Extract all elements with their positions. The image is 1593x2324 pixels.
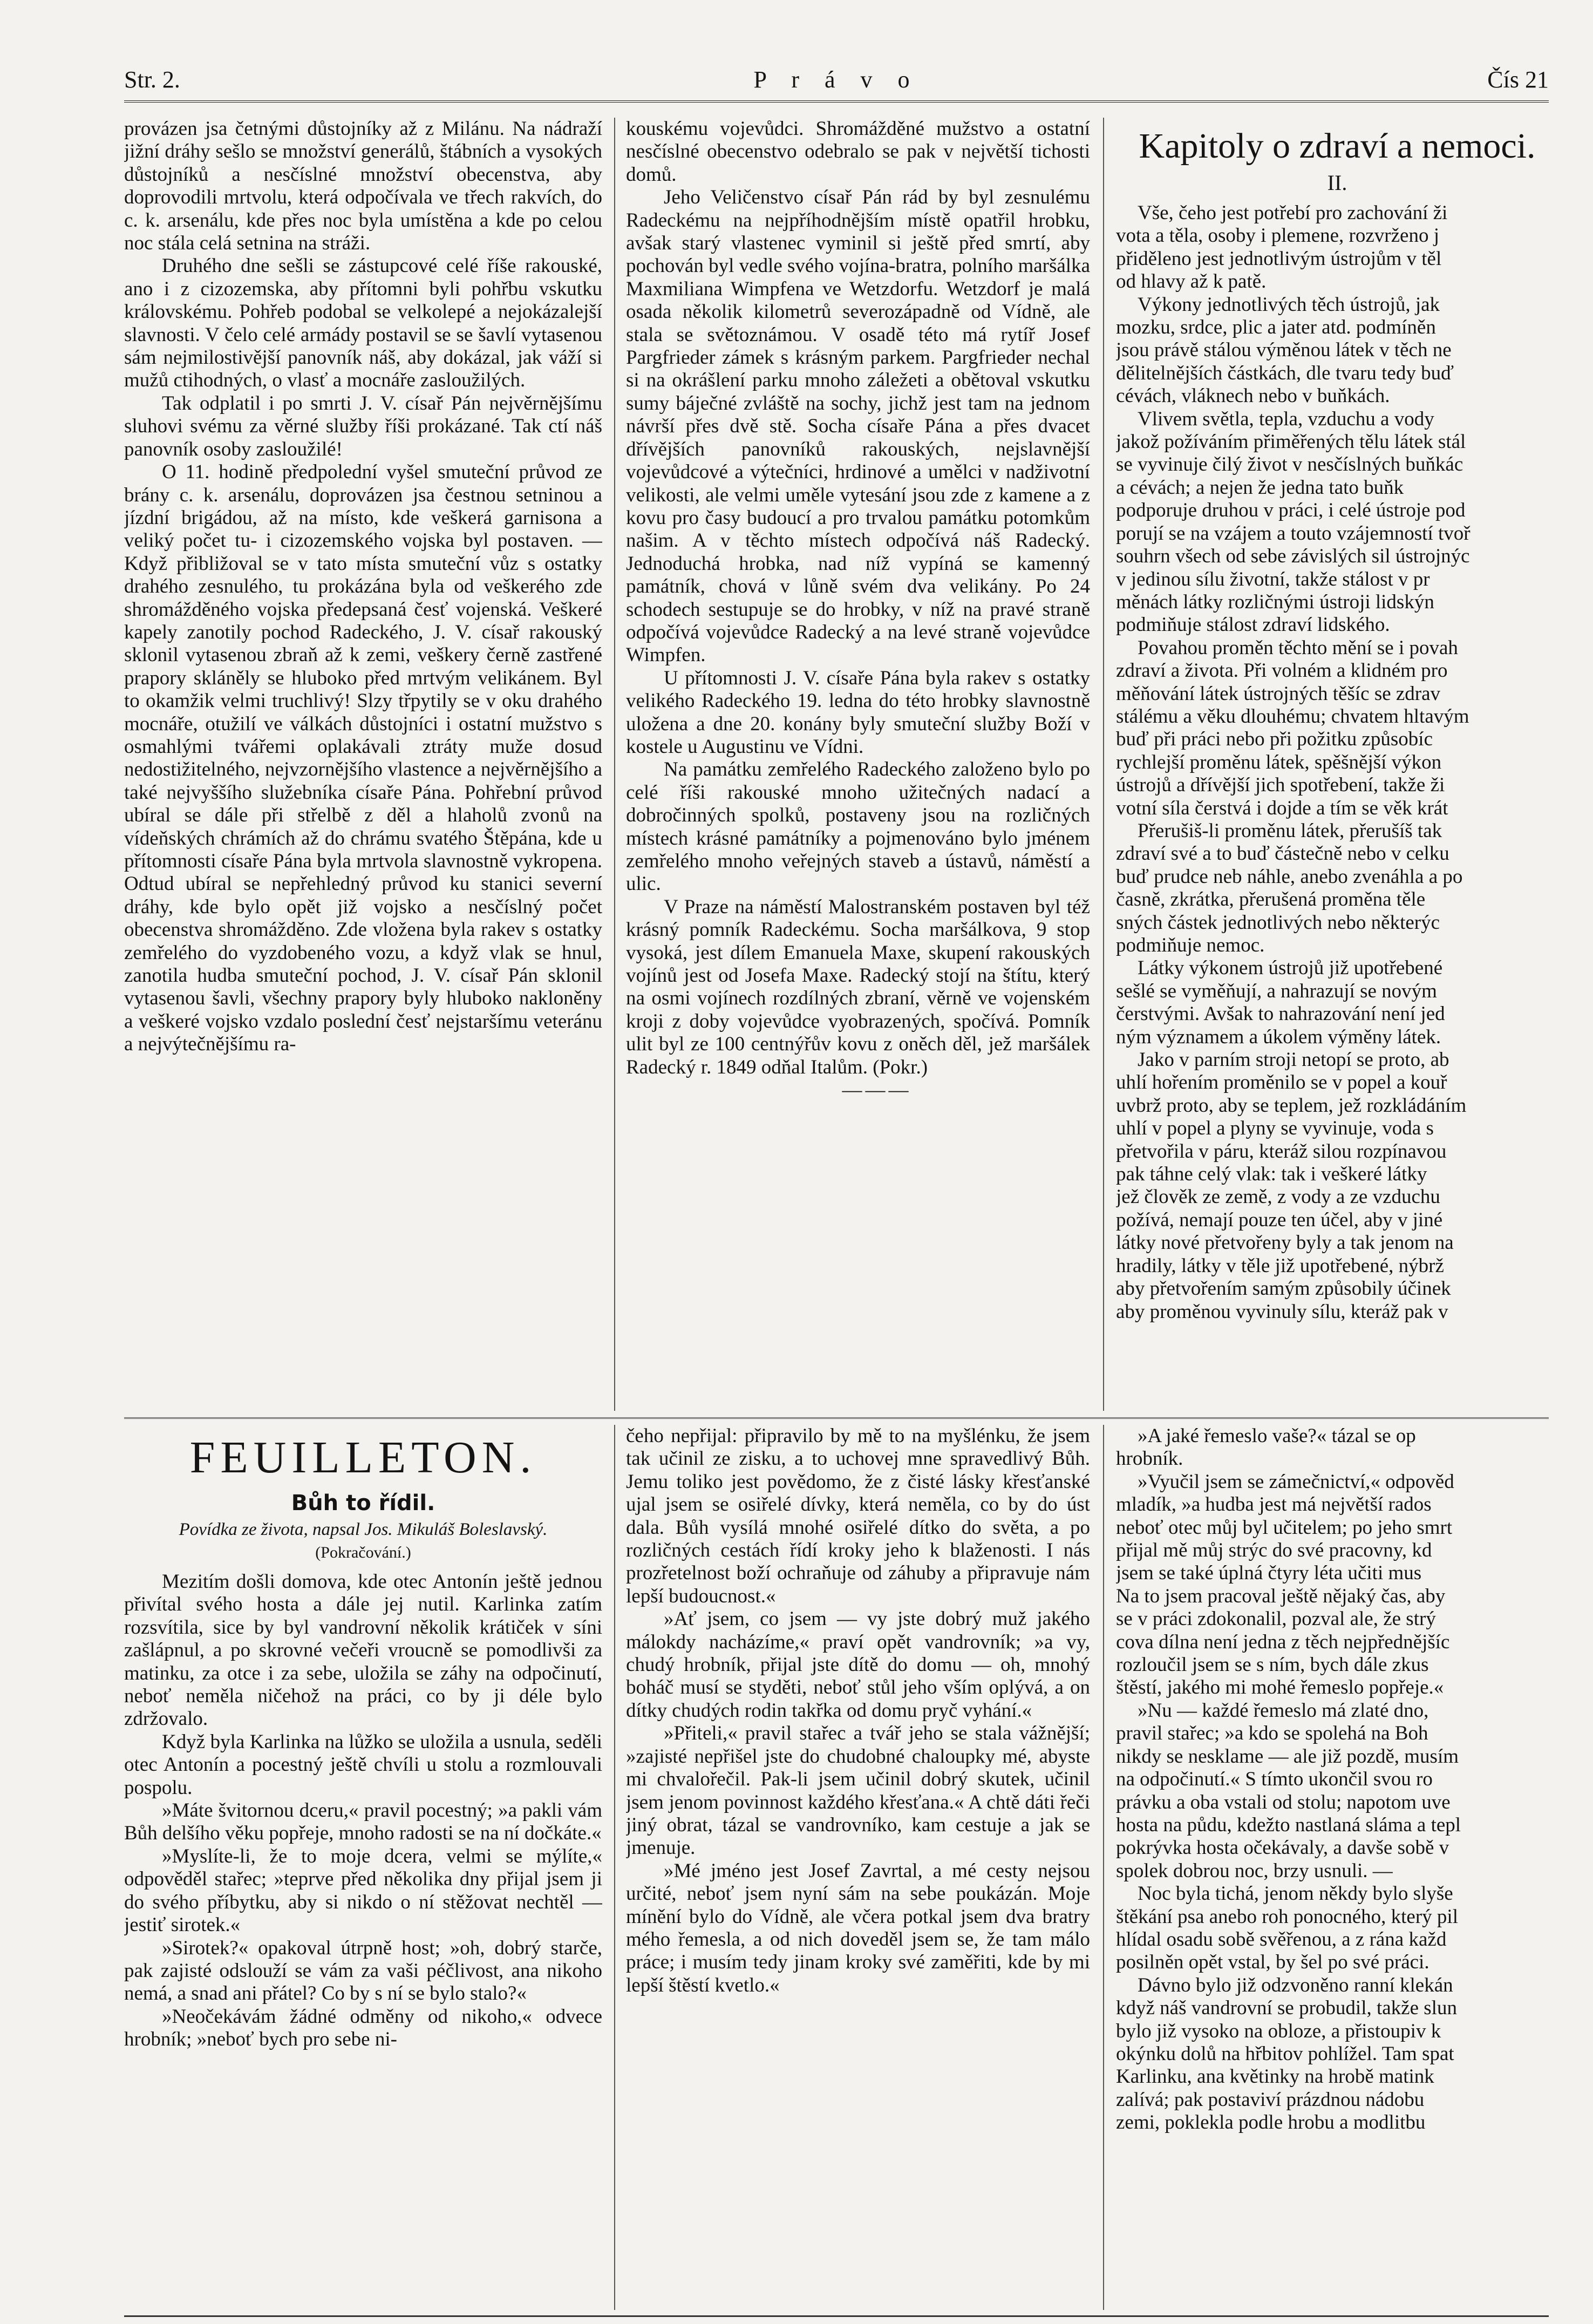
text-line: pokrývka hosta očekávaly, a davše sobě v bbox=[1116, 1837, 1449, 1859]
text-line: Výkony jednotlivých těch ústrojů, jak bbox=[1138, 293, 1440, 316]
text-line: votní síla čerstvá i dojde a tím se věk krát bbox=[1116, 797, 1448, 819]
text-line: měňování látek ústrojných těšíc se zdrav bbox=[1116, 682, 1441, 705]
text-line: »A jaké řemeslo vaše?« tázal se op bbox=[1138, 1425, 1416, 1447]
paragraph: Na památku zemřelého Radeckého založeno bylo po celé říši rakouské mnoho užitečných nadací a dobročinných spolků, postaveny jsou na rozličných místech krásné památníky a pojmenováno bylo jménem zemřelého mnoho veřejných staveb a ústavů, náměstí a ulic. bbox=[626, 758, 1090, 895]
text-line: hlídal osadu sobě svěřenou, a z rána každ bbox=[1116, 1928, 1447, 1951]
text-line: Povahou proměn těchto mění se i povah bbox=[1138, 636, 1458, 659]
text-line: hosta na půdu, kdežto nastlaná sláma a tepl bbox=[1116, 1813, 1461, 1836]
article-heading: Kapitoly o zdraví a nemoci. bbox=[1139, 126, 1536, 166]
text-line: Vše, čeho jest potřebí pro zachování ži bbox=[1138, 202, 1448, 224]
text-line: když náš vandrovní se probudil, takže slun bbox=[1116, 1997, 1457, 2020]
column-divider bbox=[614, 1425, 615, 2310]
text-line: neboť otec můj byl učitelem; po jeho smrt bbox=[1116, 1516, 1453, 1539]
text-line: čerstvými. Avšak to nahrazování není jed bbox=[1116, 1003, 1445, 1025]
text-line: mozku, srdce, plic a jater atd. podmíněn bbox=[1116, 316, 1436, 339]
health-article-column bbox=[1116, 118, 1558, 1411]
text-line: podmiňuje stálost zdraví lidského. bbox=[1116, 614, 1390, 636]
paragraph: »Máte švitornou dceru,« pravil pocestný; »a pakli vám Bůh delšího věku popřeje, mnoho radosti se na ní dočkáte.« bbox=[124, 1799, 602, 1845]
text-line: hrobník. bbox=[1116, 1448, 1183, 1470]
text-line: uhlí v popel a plyny se vyvinuje, voda s bbox=[1116, 1117, 1434, 1140]
paragraph: »Neočekávám žádné odměny od nikoho,« odvece hrobník; »neboť bych pro sebe ni- bbox=[124, 2005, 602, 2051]
text-line: vota a těla, osoby i plemene, rozvrženo j bbox=[1116, 225, 1439, 247]
text-line: aby přetvořením samým způsobily účinek bbox=[1116, 1277, 1451, 1300]
text-line: jsou právě stálou výměnou látek v těch ne bbox=[1116, 339, 1452, 362]
text-line: bylo již vysoko na obloze, a přistoupiv k bbox=[1116, 2020, 1441, 2042]
text-line: souhrn všech od sebe závislých sil ústrojnýc bbox=[1116, 545, 1470, 568]
section-divider bbox=[124, 1417, 1549, 1419]
text-line: uhlí hořením proměnilo se v popel a kouř bbox=[1116, 1071, 1447, 1094]
text-line: přijal mě můj strýc do své pracovny, kd bbox=[1116, 1539, 1432, 1562]
issue-number: Čís 21 bbox=[1487, 66, 1549, 93]
feuilleton-column-2 bbox=[626, 1425, 1090, 2310]
text-line: cova dílna není jedna z těch nejpřednějšíc bbox=[1116, 1630, 1450, 1653]
paragraph: »Mé jméno jest Josef Zavrtal, a mé cesty nejsou určité, neboť jsem nyní sám na sebe poukázán. Moje mínění bylo do Vídně, ale včera potkal jsem dva bratry mého řemesla, a od nich doveděl jsem se, že tam málo práce; i musím tedy jinam kroky své zaměřiti, kde by mi lepší štěstí kvetlo.« bbox=[626, 1859, 1090, 1996]
feuilleton-lines bbox=[1116, 1425, 1558, 2135]
paragraph: O 11. hodině předpolední vyšel smuteční průvod ze brány c. k. arsenálu, doprovázen jsa čestnou setninou a jízdní brigádou, až na místo, kde veškerá garnisona a veliký počet tu- i cizozemského vojska byl postaven. — Když přibližoval se v tato místa smuteční vůz s ostatky drahého zesnulého, tu prokázána byla od veškerého zde shromážděného vojska předepsaná česť vojenská. Veškeré kapely zanotily pochod Radeckého, J. V. císař rakouský sklonil vytasenou zbraň až k zemi, veškery černě zastřené prapory skláněly se hluboko před mrtvým velikánem. Byl to okamžik velmi truchlivý! Slzy třpytily se v oku drahého mocnáře, otužilí ve válkách důstojníci i ostatní mužstvo s osmahlými tvářemi oplakávali ztráty muže dosud nedostižitelného, nejvzornějšího vlastence a nejvěrnějšího a také nejvyššího služebníka císaře Pána. Pohřební průvod ubíral se dále při střelbě z děl a hlaholů zvonů na vídeňských chrámích až do chrámu svatého Štěpána, kde u přítomnosti císaře Pána byla mrtvola slavnostně vykropena. Odtud ubíral se nepřehledný průvod ku stanici severní dráhy, kde bylo opět již vojsko a nesčíslný počet obecenstva shromážděno. Zde vložena byla rakev s ostatky zemřelého do vyzdobeného vozu, a když vlak se hnul, zanotila hudba smuteční pochod, J. V. císař Pán sklonil vytasenou šavli, všechny prapory byly hluboko nakloněny a veškeré vojsko vzdalo poslední česť nejstaršímu veteránu a nejvýtečnějšímu ra- bbox=[124, 461, 602, 1056]
paragraph: »Myslíte-li, že to moje dcera, velmi se mýlíte,« odpověděl stařec; »teprve před několika dny přijal jsem ji do svého příbytku, aby si nikdo o ní stěžovat nechtěl — jestiť sirotek.« bbox=[124, 1845, 602, 1936]
text-line: porují se na vzájem a touto vzájemností tvoř bbox=[1116, 522, 1471, 545]
text-line: měnách látky rozličnými ústroji lidskýn bbox=[1116, 590, 1434, 613]
text-line: od hlavy až k patě. bbox=[1116, 270, 1267, 293]
text-line: stálému a věku dlouhému; chvatem hltavým bbox=[1116, 705, 1469, 728]
column-divider bbox=[1103, 118, 1104, 1411]
paragraph: Jeho Veličenstvo císař Pán rád by byl zesnulému Radeckému na nejpříhodnějším místě opatřil hrobku, avšak starý vlastenec vyminil si ještě před smrtí, aby pochován byl vedle svého vojína-bratra, polního maršálka Maxmiliana Wimpfena ve Wetzdorfu. Wetzdorf je malá osada několik kilometrů severozápadně od Vídně, ale stala se světoznámou. V osadě této má rytíř Josef Pargfrieder zámek s krásným parkem. Pargfrieder nechal si na okrášlení parku mnoho záležeti a obětoval vskutku sumy báječné zvláště na sochy, jichž jest tam na jednom návrší přes dvě stě. Socha císaře Pána a přes dvacet dřívějších panovníků rakouských, nejslavnější vojevůdcové a výtečníci, hrdinové a umělci v nadživotní velikosti, ale velmi uměle vytesání jsou zde z kamene a z kovu pro časy budoucí a pro trvalou památku potomkům našim. A v těchto místech odpočívá náš Radecký. Jednoduchá hrobka, nad níž vypíná se kamenný památník, chová v lůně svém dva velikány. Po 24 schodech sestupuje se do hrobky, v níž na pravé straně odpočívá vojevůdce Radecký a na levé straně vojevůdce Wimpfen. bbox=[626, 186, 1090, 667]
text-line: v jedinou sílu životní, takže stálost v pr bbox=[1116, 568, 1430, 590]
text-line: zdraví a života. Při volném a klidném pro bbox=[1116, 660, 1448, 682]
section-number: II. bbox=[1327, 171, 1347, 195]
paragraph: Když byla Karlinka na lůžko se uložila a usnula, seděli otec Antonín a pocestný ještě chvíli u stolu a rozmlouvali pospolu. bbox=[124, 1730, 602, 1799]
text-line: štěkání psa anebo roh ponocného, který pil bbox=[1116, 1905, 1458, 1928]
text-line: Látky výkonem ústrojů již upotřebené bbox=[1138, 957, 1443, 980]
paragraph: kouskému vojevůdci. Shromážděné mužstvo a ostatní nesčíslné obecenstvo odebralo se pak v největší tichosti domů. bbox=[626, 118, 1090, 186]
newspaper-title: P r á v o bbox=[753, 66, 920, 93]
text-line: buď při práci nebo při požitku způsobíc bbox=[1116, 728, 1433, 751]
text-line: rychlejší proměnu látek, spěšnější výkon bbox=[1116, 751, 1442, 773]
text-line: jakož požíváním přiměřených tělu látek stál bbox=[1116, 431, 1466, 453]
page-number: Str. 2. bbox=[124, 66, 180, 93]
text-line: Karlinku, ana květinky na hrobě matink bbox=[1116, 2065, 1434, 2088]
text-line: podmiňuje nemoc. bbox=[1116, 934, 1265, 956]
feuilleton-column-3 bbox=[1116, 1425, 1558, 2310]
paragraph: »Sirotek?« opakoval útrpně host; »oh, dobrý starče, pak zajisté odslouží se vám za vaši péčlivost, ana nikoho nemá, a snad ani přátel? Co by s ní se bylo stalo?« bbox=[124, 1936, 602, 2005]
text-line: okýnku dolů na hřbitov pohlížel. Tam spat bbox=[1116, 2042, 1454, 2065]
text-line: pak táhne celý vlak: tak i veškeré látky bbox=[1116, 1163, 1427, 1186]
column-divider bbox=[1103, 1425, 1104, 2310]
text-line: se v práci zdokonalil, pozval ale, že strý bbox=[1116, 1608, 1436, 1630]
paragraph: Mezitím došli domova, kde otec Antonín ještě jednou přivítal svého hosta a dále jej nutil. Karlinka zatím rozsvítila, sice by byl vandrovní několik krátiček v síni zašlápnul, a po skrovné večeři vroucně se pomodlivši za matinku, za otce i za sebe, uložila se záhy na odpočinutí, neboť neměla ničehož na práci, co by ji déle bylo zdržovalo. bbox=[124, 1571, 602, 1730]
text-line: jež člověk ze země, z vody a ze vzduchu bbox=[1116, 1186, 1440, 1208]
text-line: Jako v parním stroji netopí se proto, ab bbox=[1138, 1049, 1449, 1071]
text-line: časně, zkrátka, přerušená proměna těle bbox=[1116, 888, 1426, 911]
text-line: rozloučil jsem se s ním, bych dále zkus bbox=[1116, 1654, 1429, 1676]
paragraph: Druhého dne sešli se zástupcové celé říše rakouské, ano i z cizozemska, aby přítomni byli pohřbu vskutku královskému. Pohřeb podobal se velkolepé a nejokázalejší slavnosti. V čelo celé armády postavil se se šavlí vytasenou sám nejmilostivější panovník náš, aby dokázal, jak váží si mužů ctihodných, o vlasť a mocnáře zasloužilých. bbox=[124, 255, 602, 392]
article-column-2 bbox=[626, 118, 1090, 1411]
paragraph: provázen jsa četnými důstojníky až z Milánu. Na nádraží jižní dráhy sešlo se množství generálů, štábních a vysokých důstojníků a nesčíslné množství obecenstva, aby doprovodili mrtvolu, která odpočívala ve třech rakvích, do c. k. arsenálu, kde přes noc byla umístěna a kde po celou noc stála celá setnina na stráži. bbox=[124, 118, 602, 255]
text-line: zalívá; pak postaviví prázdnou nádobu bbox=[1116, 2088, 1425, 2111]
continuation-note: (Pokr.) bbox=[873, 1056, 928, 1078]
text-line: mladík, »a hudba jest má největší rados bbox=[1116, 1493, 1432, 1516]
paragraph bbox=[626, 896, 1090, 1079]
article-column-1 bbox=[124, 118, 602, 1411]
text-line: Na to jsem pracoval ještě nějaký čas, aby bbox=[1116, 1585, 1446, 1607]
text-line: »Vyučil jsem se zámečnictví,« odpověd bbox=[1138, 1470, 1454, 1493]
text-line: ústrojů a dřívější jich spotřebení, takže ži bbox=[1116, 774, 1445, 797]
text-line: a cévách; a nejen že jedna tato buňk bbox=[1116, 476, 1404, 499]
text-line: se vyvinuje čilý život v nesčíslných buňkác bbox=[1116, 453, 1463, 476]
story-byline: Povídka ze života, napsal Jos. Mikuláš Boleslavský. bbox=[179, 1520, 548, 1539]
text-line: uvbrž proto, aby se teplem, jež rozkládáním bbox=[1116, 1094, 1467, 1117]
paragraph: »Ať jsem, co jsem — vy jste dobrý muž jakého málokdy nacházíme,« praví opět vandrovník; »a vy, chudý hrobník, přijal jste dítě do domu — oh, mnohý boháč musí se styděti, neboť stůl jeho vším oplývá, a on dítky chudých rodin takřka od domu pryč vyhání.« bbox=[626, 1608, 1090, 1722]
paragraph: U přítomnosti J. V. císaře Pána byla rakev s ostatky velikého Radeckého 19. ledna do této hrobky slavnostně uložena a dne 20. konány byly smuteční služby Boží v kostele u Augustinu ve Vídni. bbox=[626, 667, 1090, 758]
end-mark: ——— bbox=[842, 1079, 912, 1102]
text-line: sných částek jednotlivých nebo některýc bbox=[1116, 911, 1440, 934]
text-line: pravil stařec; »a kdo se spolehá na Boh bbox=[1116, 1722, 1428, 1745]
text-line: právku a oba vstali od stolu; napotom uve bbox=[1116, 1791, 1451, 1813]
text-line: aby proměnou vyvinuly sílu, kteráž pak v bbox=[1116, 1300, 1448, 1323]
paragraph: čeho nepřijal: připravilo by mě to na myšlénku, že jsem tak učinil ze zisku, a to uchovej mne spravedlivý Bůh. Jemu toliko jest povědomo, že z čisté lásky křesťanské ujal jsem se osiřelé dívky, která neměla, co by do úst dala. Bůh vysílá mnohé osiřelé dítko do světa, a po rozličných cestách řídí kroky jeho k blaženosti. I nás prozřetelnost boží ochraňuje od záhuby a připravuje nám lepší budoucnost.« bbox=[626, 1425, 1090, 1607]
paragraph-text: V Praze na náměstí Malostranském postaven byl též krásný pomník Radeckému. Socha maršálkova, 9 stop vysoká, jest dílem Emanuela Maxe, skupení rakouských vojínů jest od Josefa Maxe. Radecký stojí na štítu, který na osmi vojínech rozdílných zbraní, věrně ve vojenském kroji z doby vojevůdce vyobrazených, spočívá. Pomník ulit byl ze 100 centnýřův kovu z oněch děl, jež maršálek Radecký r. 1849 odňal Italům. bbox=[626, 895, 1090, 1078]
text-line: posilněn opět vstal, by šel po své práci. bbox=[1116, 1951, 1429, 1974]
text-line: hradily, látky v těle již upotřebené, nýbrž bbox=[1116, 1254, 1444, 1277]
paragraph: Tak odplatil i po smrti J. V. císař Pán nejvěrnějšímu sluhovi svému za věrné služby říši prokázané. Tak ctí náš panovník osoby zasloužilé! bbox=[124, 392, 602, 460]
text-line: zemi, poklekla podle hrobu a modlitbu bbox=[1116, 2111, 1426, 2134]
text-line: »Nu — každé řemeslo má zlaté dno, bbox=[1138, 1699, 1429, 1722]
text-line: štěstí, jakého mi mohé řemeslo popřeje.« bbox=[1116, 1676, 1444, 1699]
column-divider bbox=[614, 118, 615, 1411]
text-line: podporuje druhou v práci, i celé ústroje pod bbox=[1116, 499, 1466, 522]
bottom-rule bbox=[124, 2315, 1549, 2317]
text-line: na odpočinutí.« S tímto ukončil svou ro bbox=[1116, 1768, 1433, 1791]
text-line: dělitelnějších částkách, dle tvaru tedy buď bbox=[1116, 362, 1454, 384]
header-rule bbox=[124, 100, 1549, 105]
feuilleton-title: FEUILLETON. bbox=[189, 1432, 537, 1483]
running-head bbox=[124, 64, 1549, 96]
feuilleton-header bbox=[124, 1428, 602, 1564]
text-line: požívá, nemají pouze ten účel, aby v jiné bbox=[1116, 1208, 1443, 1231]
text-line: nikdy se nesklame — ale již pozdě, musím bbox=[1116, 1745, 1459, 1768]
text-line: ným významem a úkolem výměny látek. bbox=[1116, 1025, 1441, 1048]
text-line: Přerušiš-li proměnu látek, přerušíš tak bbox=[1138, 819, 1442, 842]
text-line: cévách, vláknech nebo v buňkách. bbox=[1116, 385, 1390, 407]
text-line: buď prudce neb náhle, anebo zvenáhla a po bbox=[1116, 865, 1463, 888]
text-line: spolek dobrou noc, brzy usnuli. — bbox=[1116, 1859, 1393, 1882]
text-line: zdraví své a to buď částečně nebo v celku bbox=[1116, 842, 1449, 865]
story-title: Bůh to řídil. bbox=[291, 1491, 435, 1516]
text-line: jsem se také úplná čtyry léta učiti mus bbox=[1116, 1562, 1422, 1585]
feuilleton-column-1 bbox=[124, 1425, 602, 2310]
text-line: Noc byla tichá, jenom někdy bylo slyše bbox=[1138, 1883, 1453, 1905]
text-line: přetvořila v páru, kteráž silou rozpínavou bbox=[1116, 1140, 1447, 1163]
text-line: sešlé se vyměňují, a nahrazují se novým bbox=[1116, 980, 1437, 1002]
text-line: látky nové přetvořeny byly a tak jenom na bbox=[1116, 1232, 1454, 1254]
text-line: Vlivem světla, tepla, vzduchu a vody bbox=[1138, 407, 1434, 430]
text-line: přiděleno jest jednotlivým ústrojům v těl bbox=[1116, 247, 1442, 270]
story-status: (Pokračování.) bbox=[315, 1544, 411, 1561]
health-article-lines bbox=[1116, 202, 1558, 1323]
paragraph: »Přiteli,« pravil stařec a tvář jeho se stala vážnější; »zajisté nepřišel jste do chudobné chaloupky mé, abyste mi chvalořečil. Pak-li jsem učinil dobrý skutek, učinil jsem jenom povinnost každého křesťana.« A chtě dáti řeči jiný obrat, tázal se vandrovníko, kam cestuje a jak se jmenuje. bbox=[626, 1722, 1090, 1859]
text-line: Dávno bylo již odzvoněno ranní klekán bbox=[1138, 1974, 1453, 1996]
